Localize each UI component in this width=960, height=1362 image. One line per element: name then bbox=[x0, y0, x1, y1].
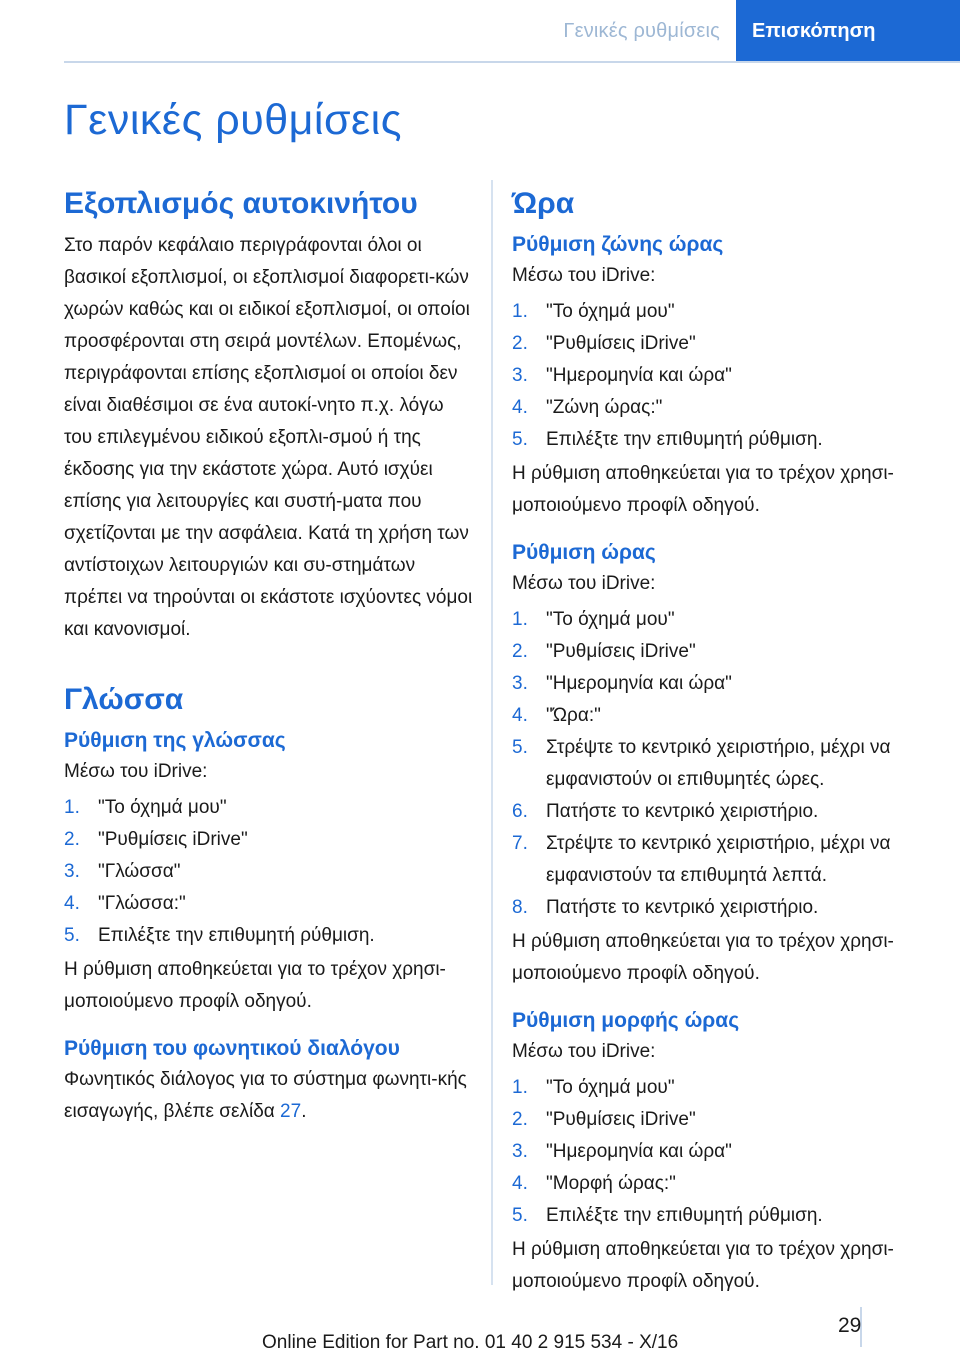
step-number: 1. bbox=[512, 1077, 528, 1098]
subheading-time-zone: Ρύθμιση ζώνης ώρας bbox=[512, 233, 724, 256]
step-number: 2. bbox=[512, 1109, 528, 1130]
voice-paragraph bbox=[64, 1064, 474, 1128]
step-text: "Ημερομηνία και ώρα" bbox=[546, 365, 732, 386]
step-text: "Ημερομηνία και ώρα" bbox=[546, 1141, 732, 1162]
list-item bbox=[512, 668, 922, 700]
step-text: Στρέψτε το κεντρικό χειριστήριο, μέχρι να εμφανιστούν τα επιθυμητά λεπτά. bbox=[546, 833, 891, 886]
section-heading-time: Ώρα bbox=[512, 187, 575, 220]
list-item bbox=[64, 888, 474, 920]
step-text: "Ώρα:" bbox=[546, 705, 601, 726]
via-idrive-text: Μέσω του iDrive: bbox=[512, 1041, 656, 1062]
step-text: Πατήστε το κεντρικό χειριστήριο. bbox=[546, 897, 819, 918]
equipment-paragraph: Στο παρόν κεφάλαιο περιγράφονται όλοι οι βασικοί εξοπλισμοί, οι εξοπλισμοί διαφορετι‐κών χωρών καθώς και οι ειδικοί εξοπλισμοί, οι οποίοι προσφέρονται στη σειρά μοντέλων. Επομένως, περιγράφονται επίσης εξοπλισμοί οι οποίοι δεν είναι διαθέσιμοι σε ένα αυτοκί‐νητο π.χ. λόγω του επιλεγμένου ειδικού εξοπλι‐σμού ή της έκδοσης για την εκάστοτε χώρα. Αυτό ισχύει επίσης για λειτουργίες και συστή‐ματα που σχετίζονται με την ασφάλεια. Κατά τη χρήση των αντίστοιχων λειτουργιών και συ‐στημάτων πρέπει να τηρούνται οι εκάστοτε ισχύοντες νόμοι και κανονισμοί. bbox=[64, 235, 473, 640]
subheading-language-setting: Ρύθμιση της γλώσσας bbox=[64, 729, 286, 752]
via-idrive-text: Μέσω του iDrive: bbox=[512, 573, 656, 594]
list-item bbox=[512, 732, 922, 796]
step-text: "Γλώσσα" bbox=[98, 861, 181, 882]
section-heading-equipment: Εξοπλισμός αυτοκινήτου bbox=[64, 187, 418, 220]
subheading-time-format: Ρύθμιση μορφής ώρας bbox=[512, 1009, 740, 1032]
step-text: Επιλέξτε την επιθυμητή ρύθμιση. bbox=[546, 1205, 823, 1226]
step-text: "Μορφή ώρας:" bbox=[546, 1173, 676, 1194]
step-text: "Ζώνη ώρας:" bbox=[546, 397, 663, 418]
step-number: 5. bbox=[512, 429, 528, 450]
step-text: Επιλέξτε την επιθυμητή ρύθμιση. bbox=[98, 925, 375, 946]
step-number: 8. bbox=[512, 897, 528, 918]
step-text: "Το όχημά μου" bbox=[98, 797, 227, 818]
page-number: 29 bbox=[838, 1314, 862, 1337]
step-number: 5. bbox=[512, 1205, 528, 1226]
list-item bbox=[64, 824, 474, 856]
time-format-steps-list bbox=[512, 1072, 922, 1232]
page-header bbox=[0, 0, 960, 62]
voice-text: Φωνητικός διάλογος για το σύστημα φωνητι‐κής εισαγωγής, βλέπε σελίδα bbox=[64, 1069, 467, 1122]
list-item bbox=[64, 856, 474, 888]
step-number: 5. bbox=[512, 737, 528, 758]
list-item bbox=[512, 1200, 922, 1232]
time-format-note: Η ρύθμιση αποθηκεύεται για το τρέχον χρησι‐μοποιούμενο προφίλ οδηγού. bbox=[512, 1239, 894, 1292]
subheading-clock-setting: Ρύθμιση ώρας bbox=[512, 541, 656, 564]
column-divider bbox=[491, 180, 493, 1285]
left-column bbox=[64, 180, 474, 1128]
step-number: 3. bbox=[64, 861, 80, 882]
step-number: 2. bbox=[64, 829, 80, 850]
step-text: Στρέψτε το κεντρικό χειριστήριο, μέχρι να εμφανιστούν οι επιθυμητές ώρες. bbox=[546, 737, 891, 790]
step-text: "Ρυθμίσεις iDrive" bbox=[546, 641, 696, 662]
step-text: "Ρυθμίσεις iDrive" bbox=[546, 1109, 696, 1130]
time-zone-steps-list bbox=[512, 296, 922, 456]
step-number: 1. bbox=[512, 609, 528, 630]
list-item bbox=[512, 796, 922, 828]
step-number: 1. bbox=[512, 301, 528, 322]
voice-period: . bbox=[301, 1101, 307, 1122]
step-number: 6. bbox=[512, 801, 528, 822]
clock-note: Η ρύθμιση αποθηκεύεται για το τρέχον χρησι‐μοποιούμενο προφίλ οδηγού. bbox=[512, 931, 894, 984]
step-number: 3. bbox=[512, 365, 528, 386]
right-column bbox=[512, 180, 922, 1298]
step-number: 4. bbox=[512, 1173, 528, 1194]
step-text: "Το όχημά μου" bbox=[546, 609, 675, 630]
list-item bbox=[512, 1168, 922, 1200]
list-item bbox=[512, 360, 922, 392]
list-item bbox=[512, 636, 922, 668]
step-number: 2. bbox=[512, 333, 528, 354]
header-section-tab[interactable]: Γενικές ρυθμίσεις bbox=[563, 20, 720, 42]
step-number: 4. bbox=[64, 893, 80, 914]
list-item bbox=[512, 604, 922, 636]
page-reference-link[interactable]: 27 bbox=[280, 1101, 302, 1122]
step-number: 1. bbox=[64, 797, 80, 818]
step-text: "Ρυθμίσεις iDrive" bbox=[98, 829, 248, 850]
step-text: "Ημερομηνία και ώρα" bbox=[546, 673, 732, 694]
step-text: Επιλέξτε την επιθυμητή ρύθμιση. bbox=[546, 429, 823, 450]
step-number: 3. bbox=[512, 1141, 528, 1162]
list-item bbox=[512, 828, 922, 892]
step-text: "Ρυθμίσεις iDrive" bbox=[546, 333, 696, 354]
step-number: 5. bbox=[64, 925, 80, 946]
step-number: 3. bbox=[512, 673, 528, 694]
clock-steps-list bbox=[512, 604, 922, 924]
list-item bbox=[64, 792, 474, 824]
footer-edition-text: Online Edition for Part no. 01 40 2 915 534 - X/16 bbox=[262, 1332, 679, 1353]
step-text: "Το όχημά μου" bbox=[546, 301, 675, 322]
step-number: 4. bbox=[512, 705, 528, 726]
section-heading-language: Γλώσσα bbox=[64, 683, 184, 716]
list-item bbox=[512, 1104, 922, 1136]
list-item bbox=[512, 296, 922, 328]
step-number: 4. bbox=[512, 397, 528, 418]
language-note: Η ρύθμιση αποθηκεύεται για το τρέχον χρησι‐μοποιούμενο προφίλ οδηγού. bbox=[64, 959, 446, 1012]
via-idrive-text: Μέσω του iDrive: bbox=[512, 265, 656, 286]
list-item bbox=[512, 1136, 922, 1168]
step-number: 7. bbox=[512, 833, 528, 854]
header-rule bbox=[64, 61, 960, 63]
step-text: Πατήστε το κεντρικό χειριστήριο. bbox=[546, 801, 819, 822]
list-item bbox=[512, 424, 922, 456]
step-text: "Γλώσσα:" bbox=[98, 893, 186, 914]
language-steps-list bbox=[64, 792, 474, 952]
time-zone-note: Η ρύθμιση αποθηκεύεται για το τρέχον χρησι‐μοποιούμενο προφίλ οδηγού. bbox=[512, 463, 894, 516]
subheading-voice-dialog: Ρύθμιση του φωνητικού διαλόγου bbox=[64, 1037, 400, 1060]
list-item bbox=[64, 920, 474, 952]
list-item bbox=[512, 392, 922, 424]
list-item bbox=[512, 892, 922, 924]
step-number: 2. bbox=[512, 641, 528, 662]
header-active-tab[interactable]: Επισκόπηση bbox=[736, 0, 960, 62]
page-title: Γενικές ρυθμίσεις bbox=[64, 96, 402, 144]
list-item bbox=[512, 1072, 922, 1104]
list-item bbox=[512, 328, 922, 360]
via-idrive-text: Μέσω του iDrive: bbox=[64, 761, 208, 782]
step-text: "Το όχημά μου" bbox=[546, 1077, 675, 1098]
list-item bbox=[512, 700, 922, 732]
